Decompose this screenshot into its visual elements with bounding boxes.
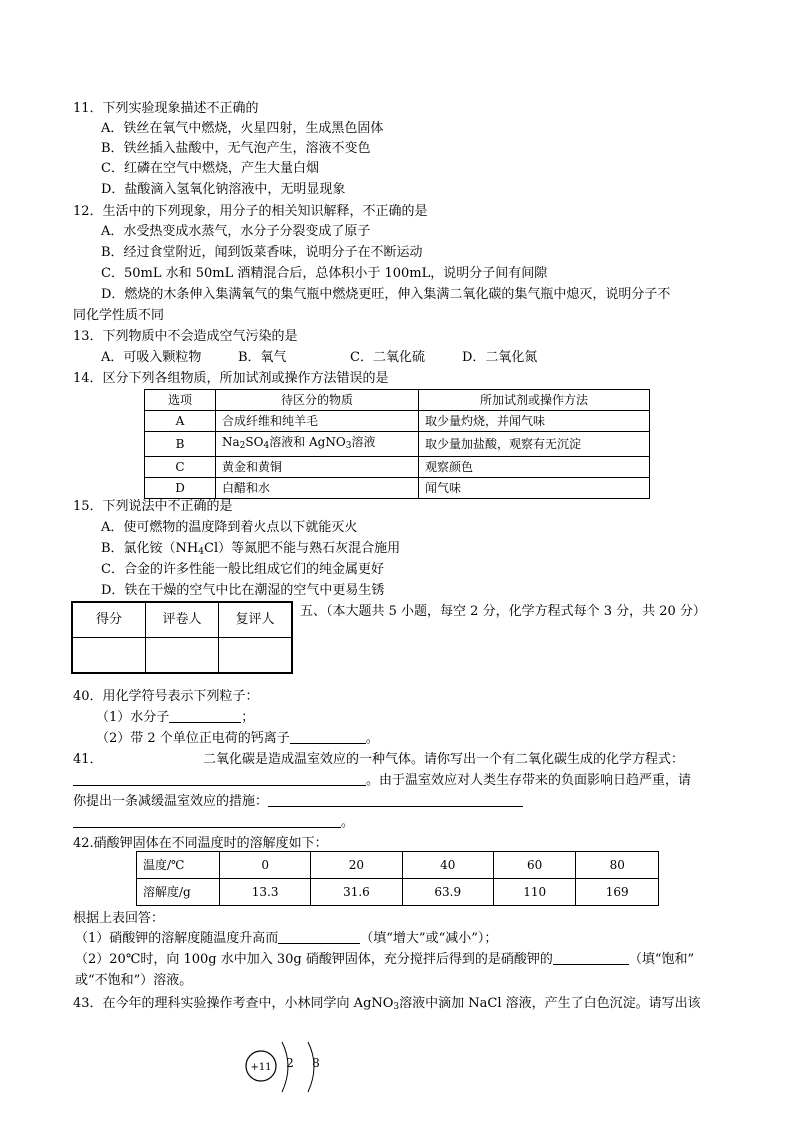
q40-part1: （1）水分子 ；	[96, 710, 255, 725]
answer-blank[interactable]	[169, 708, 241, 723]
score-table	[71, 601, 293, 674]
solubility-cell: 63.9	[402, 879, 493, 906]
score-header-reviewer: 复评人	[219, 602, 293, 638]
q40-part2: （2）带 2 个单位正电荷的钙离子 。	[96, 731, 379, 746]
q41-number: 41．	[73, 752, 103, 767]
table-row	[145, 478, 650, 499]
solubility-cell: 13.3	[220, 879, 311, 906]
q15-option-c: C．合金的许多性能一般比组成它们的纯金属更好	[101, 562, 384, 577]
q14-header-row	[145, 390, 650, 411]
q41-line3: 你提出一条减缓温室效应的措施：	[73, 792, 523, 812]
table-row	[137, 879, 659, 906]
q42-part2: （2）20℃时，向 100g 水中加入 30g 硝酸钾固体，充分搅拌后得到的是硝酸钾的 （填“饱和”	[75, 952, 695, 967]
q14-header-method: 所加试剂或操作方法	[419, 390, 650, 411]
answer-blank[interactable]	[73, 771, 366, 786]
q14-row-c-method: 观察颜色	[419, 457, 650, 478]
q14-row-a-items: 合成纤维和纯羊毛	[216, 411, 419, 432]
table-row	[145, 432, 650, 457]
q14-row-b-method: 取少量加盐酸，观察有无沉淀	[419, 432, 650, 457]
q11-option-d: D．盐酸滴入氢氧化钠溶液中，无明显现象	[101, 182, 346, 197]
temp-cell: 20	[311, 852, 402, 879]
temperature-label: 温度/℃	[137, 852, 220, 879]
table-row	[145, 457, 650, 478]
q14-row-a-method: 取少量灼烧，并闻气味	[419, 411, 650, 432]
q11-option-a: A．铁丝在氧气中燃烧，火星四射，生成黑色固体	[101, 121, 384, 136]
section-five-heading: 五、（本大题共 5 小题，每空 2 分，化学方程式每个 3 分，共 20 分）	[300, 604, 706, 619]
q12-stem: 12．生活中的下列现象，用分子的相关知识解释，不正确的是	[73, 204, 428, 219]
solubility-label: 溶解度/g	[137, 879, 220, 906]
score-cell[interactable]	[72, 638, 146, 674]
q13-option-b: B．氧气	[238, 350, 287, 365]
score-header-grader: 评卷人	[146, 602, 219, 638]
answer-blank[interactable]	[268, 792, 523, 807]
q41-text: 二氧化碳是造成温室效应的一种气体。请你写出一个有二氧化碳生成的化学方程式：	[203, 752, 685, 767]
q12-option-c: C．50mL 水和 50mL 酒精混合后，总体积小于 100mL，说明分子间有间隙	[101, 266, 548, 281]
q41-line4: 。	[73, 813, 354, 833]
q41-line2: 。由于温室效应对人类生存带来的负面影响日趋严重，请	[73, 771, 691, 791]
q15-option-d: D．铁在干燥的空气中比在潮湿的空气中更易生锈	[101, 583, 385, 598]
answer-blank[interactable]	[278, 929, 360, 944]
q40-stem: 40．用化学符号表示下列粒子：	[73, 689, 259, 704]
q14-row-b-items: $Na_2SO_4$溶液和 AgNO$_3$溶液	[216, 432, 419, 457]
q11-option-b: B．铁丝插入盐酸中，无气泡产生，溶液不变色	[101, 141, 371, 156]
q11-option-c: C．红磷在空气中燃烧，产生大量白烟	[101, 161, 319, 176]
answer-blank[interactable]	[553, 950, 629, 965]
q42-part2-cont: 或“不饱和”）溶液。	[75, 973, 193, 988]
q13-option-d: D．二氧化氮	[462, 350, 538, 365]
q12-option-b: B．经过食堂附近，闻到饭菜香味，说明分子在不断运动	[101, 245, 423, 260]
q42-part1: （1）硝酸钾的溶解度随温度升高而 （填“增大”或“减小”）；	[75, 931, 498, 946]
reviewer-cell[interactable]	[219, 638, 293, 674]
q14-row-d-method: 闻气味	[419, 478, 650, 499]
temp-cell: 60	[493, 852, 576, 879]
q15-option-b: B．氯化铵$(NH_4Cl)$等氮肥不能与熟石灰混合施用	[101, 541, 401, 557]
score-header-score: 得分	[72, 602, 146, 638]
solubility-cell: 31.6	[311, 879, 402, 906]
score-table-blank-row	[72, 638, 292, 674]
q14-header-items: 待区分的物质	[216, 390, 419, 411]
q15-option-a: A．使可燃物的温度降到着火点以下就能灭火	[101, 520, 358, 535]
q14-row-a-option: A	[145, 411, 216, 432]
atom-structure-diagram	[236, 1036, 336, 1108]
score-table-header-row	[72, 602, 292, 638]
q15-stem: 15．下列说法中不正确的是	[73, 499, 233, 514]
q13-option-c: C．二氧化硫	[350, 350, 425, 365]
temp-cell: 0	[220, 852, 311, 879]
q11-stem: 11．下列实验现象描述不正确的	[73, 101, 259, 116]
shell1-electrons: 2	[286, 1056, 294, 1070]
nucleus-charge: +11	[250, 1062, 272, 1073]
q12-option-d-cont: 同化学性质不同	[73, 308, 165, 323]
answer-blank[interactable]	[73, 813, 341, 828]
q14-row-c-items: 黄金和黄铜	[216, 457, 419, 478]
shell2-electrons: 8	[312, 1056, 320, 1070]
q12-option-d: D．燃烧的木条伸入集满氧气的集气瓶中燃烧更旺，伸入集满二氧化碳的集气瓶中熄灭，说明分子不	[101, 287, 671, 302]
grader-cell[interactable]	[146, 638, 219, 674]
table-row	[137, 852, 659, 879]
q43-stem: 43．在今年的理科实验操作考查中，小林同学向 AgNO$_3$溶液中滴加 NaCl 溶液，产生了白色沉淀。请写出该	[73, 996, 701, 1012]
solubility-cell: 110	[493, 879, 576, 906]
q14-table	[144, 389, 650, 499]
temp-cell: 40	[402, 852, 493, 879]
q12-option-a: A．水受热变成水蒸气，水分子分裂变成了原子	[101, 224, 371, 239]
q14-row-b-option: B	[145, 432, 216, 457]
q14-row-c-option: C	[145, 457, 216, 478]
q13-stem: 13．下列物质中不会造成空气污染的是	[73, 329, 298, 344]
solubility-table	[136, 851, 659, 906]
solubility-cell: 169	[576, 879, 659, 906]
answer-blank[interactable]	[290, 729, 366, 744]
table-row	[145, 411, 650, 432]
q13-option-a: A．可吸入颗粒物	[101, 350, 202, 365]
q42-stem: 42.硝酸钾固体在不同温度时的溶解度如下：	[73, 836, 328, 851]
q14-row-d-option: D	[145, 478, 216, 499]
q14-header-option: 选项	[145, 390, 216, 411]
q14-row-d-items: 白醋和水	[216, 478, 419, 499]
q42-answer-intro: 根据上表回答：	[73, 911, 165, 926]
temp-cell: 80	[576, 852, 659, 879]
q14-stem: 14．区分下列各组物质，所加试剂或操作方法错误的是	[73, 371, 389, 386]
